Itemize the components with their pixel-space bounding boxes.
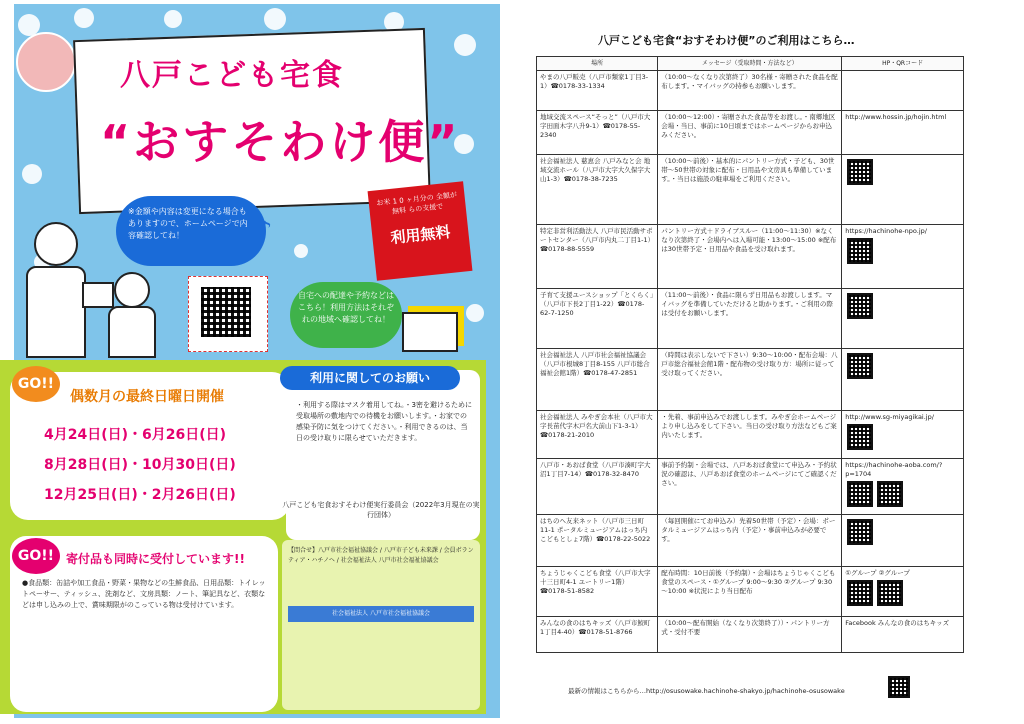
- qr-code-icon: [847, 293, 873, 319]
- hp-cell-text: http://www.sg-miyagikai.jp/: [845, 413, 934, 421]
- hp-cell-text: http://www.hossin.jp/hojin.html: [845, 113, 947, 121]
- place-cell: [537, 111, 658, 155]
- place-cell-text: 社会福祉法人 八戸市社会福祉協議会（八戸市根城8丁目8-155 八戸市総合福祉会館1階）☎0178-47-2851: [540, 351, 650, 377]
- message-cell: [658, 567, 842, 617]
- place-cell: [537, 411, 658, 459]
- table-row: [537, 411, 964, 459]
- child-figure-head: [114, 272, 150, 308]
- location-table: [536, 56, 964, 653]
- polka-dot: [22, 164, 42, 184]
- hp-cell-text: https://hachinohe-aoba.com/?p=1704: [845, 461, 943, 478]
- place-cell-text: 社会福祉法人 みやぎ会本社（八戸市大字長苗代字木戸名大前山下1-3-1）☎0178-21-2010: [540, 413, 653, 439]
- hp-cell-text: Facebook みんなの食のはちキッズ: [845, 619, 950, 627]
- date-line: 4月24日(日)・6月26日(日): [44, 427, 227, 443]
- column-header: 場所: [537, 57, 658, 71]
- flyer-qr-frame: [188, 276, 268, 352]
- message-cell-text: （時間は表示しないで下さい）9:30～10:00・配布会場：八戸市総合福祉会館1階・配布物の受け取り方：場所に従って受け取ってください。: [661, 351, 838, 377]
- message-cell-text: （毎回開催にてお申込み）先着50世帯（予定）・会場：ポータルミュージアムはっち内（予定）・事前申込みが必要です。: [661, 517, 836, 543]
- hp-cell: [842, 71, 964, 111]
- table-row: [537, 567, 964, 617]
- polka-dot: [466, 304, 484, 322]
- hp-cell: [842, 111, 964, 155]
- place-cell-text: はちのへ友来ネット（八戸市三日町11-1 ポータルミュージアムはっち内 こどもとしょ7階）☎0178-22-5022: [540, 517, 651, 543]
- message-cell: [658, 411, 842, 459]
- polka-dot: [454, 34, 476, 56]
- place-cell-text: 社会福祉法人 慈恵会 八戸みなと会 地域交流ホール（八戸市大字大久保字大山1-3）☎0178-38-7235: [540, 157, 651, 183]
- contact-block: [282, 540, 480, 710]
- table-row: [537, 155, 964, 225]
- message-cell: [658, 225, 842, 289]
- table-row: [537, 617, 964, 653]
- place-cell: [537, 71, 658, 111]
- document-footer: 最新の情報はこちらから…http://osusowake.hachinohe-shakyo.jp/hachinohe-osusowake: [568, 687, 845, 695]
- polka-dot: [264, 8, 286, 30]
- table-row: [537, 459, 964, 515]
- hp-cell-text: https://hachinohe-npo.jp/: [845, 227, 927, 235]
- message-cell: [658, 111, 842, 155]
- place-cell-text: ちょうじゃくこども食堂（八戸市大字十三日町4-1 ユートリー1階）☎0178-51-8582: [540, 569, 651, 595]
- place-cell-text: 八戸市・あおば食堂（八戸市湊町字大沼1丁目7-14）☎0178-32-8470: [540, 461, 651, 478]
- column-header: HP・QRコード: [842, 57, 964, 71]
- message-cell-text: パントリー方式＋ドライブスルー（11:00～11:30）※なくなり次第終了・会場内へは入場可能・13:00～15:00 ※配布は30世帯予定・日用品や食品を受け取れます。: [661, 227, 837, 253]
- polka-dot: [294, 244, 308, 258]
- title-line-1: 八戸こども宅食: [120, 58, 344, 93]
- message-cell: [658, 71, 842, 111]
- request-body: ・利用する際はマスク着用してね。・3密を避けるために受取場所の敷地内での待機をお願いします。・お家での感染予防に気をつけてください。・利用できるのは、当日の受け取りに限らせていただきます。: [296, 401, 472, 442]
- qr-code-icon: [847, 424, 873, 450]
- hp-cell: [842, 289, 964, 349]
- message-cell-text: （10:00～なくなり次第終了）30名様・寄贈された食品を配布します。・マイバッグの持参もお願いします。: [661, 73, 838, 90]
- hp-cell: [842, 349, 964, 411]
- hp-cell: [842, 567, 964, 617]
- place-cell-text: 子育て支援ユースショップ「とくらく」（八戸市下長2丁目1-22）☎0178-62-7-1250: [540, 291, 654, 317]
- org-line: 八戸こども宅食おすそわけ便実行委員会（2022年3月現在の実行団体）: [282, 501, 480, 519]
- hp-cell: [842, 225, 964, 289]
- child-figure-body: [108, 306, 156, 358]
- gift-box: [82, 282, 114, 308]
- polka-dot: [74, 8, 94, 28]
- go-badge: GO!!: [12, 538, 60, 574]
- place-cell-text: みんなの食のはちキッズ（八戸市鮫町1丁目4-40）☎0178-51-8766: [540, 619, 651, 636]
- table-header-row: [537, 57, 964, 71]
- hp-cell: [842, 155, 964, 225]
- message-cell-text: （10:00～12:00）・寄贈された食品等をお渡し。・南郷地区会場・当日、事前に10日頃まではホームページからお申込みください。: [661, 113, 836, 139]
- message-cell: [658, 617, 842, 653]
- hp-cell: [842, 617, 964, 653]
- qr-code-icon: [847, 159, 873, 185]
- table-row: [537, 225, 964, 289]
- table-row: [537, 349, 964, 411]
- place-cell: [537, 459, 658, 515]
- contact-footer: 社会福祉法人 八戸市社会福祉協議会: [288, 606, 474, 622]
- qr-code-icon: [877, 580, 903, 606]
- place-cell: [537, 349, 658, 411]
- place-cell-text: 特定非営利活動法人 八戸市民活動サポートセンター（八戸市内丸二丁目1-1）☎0178-88-5559: [540, 227, 655, 253]
- request-heading: 利用に関してのお願い: [280, 366, 460, 390]
- message-cell-text: （11:00～前後）・食品に限らず日用品もお渡しします。マイバッグを準備していただけると助かります。・ご利用の際は受付をお願いします。: [661, 291, 833, 317]
- place-cell: [537, 515, 658, 567]
- message-cell-text: 配布時間：10日前後（予約制）・会場はちょうじゃくこども食堂のスペース・①グループ 9:00～9:30 ②グループ 9:30～10:00 ※状況により当日配布: [661, 569, 836, 595]
- message-cell-text: ・先着、事前申込みでお渡しします。みやぎ会ホームページより申し込みをして下さい。当日の受け取り方法などもご案内いたします。: [661, 413, 837, 439]
- place-cell: [537, 567, 658, 617]
- place-cell-text: 地域交流スペース“そっと”（八戸市大字田面木字八升9-1）☎0178-55-2340: [540, 113, 651, 139]
- message-cell-text: 事前予約制・会場では、八戸あおば食堂にて申込み・予約状況の確認は、八戸あおば食堂のホームページにてご確認ください。: [661, 461, 837, 487]
- adult-figure-head: [34, 222, 78, 266]
- adult-figure-body: [26, 266, 86, 358]
- message-cell: [658, 155, 842, 225]
- free-tag: [368, 181, 473, 281]
- music-note-icon: ♪: [258, 218, 273, 243]
- title-line-2: “おすそわけ便”: [100, 115, 461, 169]
- hp-cell: [842, 411, 964, 459]
- polka-dot: [164, 10, 182, 28]
- donation-body: ●食品類：缶詰や加工食品・野菜・果物などの生鮮食品、日用品類：トイレットペーサー、ティッシュ、洗剤など、文房具類：ノート、筆記具など、衣類などは申し込みの上で、賞味期限がのこっている物は受付けています。: [22, 579, 266, 609]
- message-cell-text: （10:00～配布開始（なくなり次第終了））・パントリー方式・受付不要: [661, 619, 830, 636]
- table-row: [537, 289, 964, 349]
- qr-code-icon: [847, 519, 873, 545]
- message-cell-text: （10:00～前後）・基本的にパントリー方式・子ども、30世帯～50世帯の対象に配布・日用品や文房具も準備しています。・当日は施設の駐車場をご利用ください。: [661, 157, 835, 183]
- qr-code-icon: [847, 481, 873, 507]
- place-cell: [537, 617, 658, 653]
- place-cell: [537, 289, 658, 349]
- hp-cell-text: ①グループ ②グループ: [845, 569, 910, 577]
- qr-code-icon: [847, 580, 873, 606]
- note-bubble: ※金額や内容は変更になる場合もありますので、ホームページで内容確認してね！: [116, 196, 266, 266]
- table-row: [537, 111, 964, 155]
- column-header: メッセージ（受取時間・方法など）: [658, 57, 842, 71]
- document-title: 八戸こども宅食“おすそわけ便”のご利用はこちら…: [598, 34, 855, 47]
- schedule-heading: 偶数月の最終日曜日開催: [70, 389, 224, 405]
- qr-code-icon: [847, 238, 873, 264]
- logo-seal: [16, 32, 76, 92]
- message-cell: [658, 289, 842, 349]
- qr-code-icon: [201, 287, 251, 337]
- date-line: 8月28日(日)・10月30日(日): [44, 457, 236, 473]
- message-cell: [658, 349, 842, 411]
- qr-code-icon: [877, 481, 903, 507]
- hp-cell: [842, 515, 964, 567]
- qr-code-icon: [888, 676, 910, 698]
- place-cell: [537, 155, 658, 225]
- hp-cell: [842, 459, 964, 515]
- message-cell: [658, 515, 842, 567]
- table-row: [537, 515, 964, 567]
- place-cell-text: やまの八戸販売（八戸市類家1丁目3-1）☎0178-33-1334: [540, 73, 649, 90]
- donation-title: 寄付品も同時に受付しています!!: [66, 552, 245, 566]
- free-tag-label: 利用無料: [389, 222, 452, 248]
- table-row: [537, 71, 964, 111]
- date-line: 12月25日(日)・2月26日(日): [44, 487, 236, 503]
- free-tag-note: お米 1 0 ヶ月分の 全額が 無料 らの支援で: [376, 190, 458, 216]
- delivery-bubble: 自宅への配達や予約などはこちら！利用方法はそれぞれの地域へ確認してね！: [290, 282, 402, 348]
- message-cell: [658, 459, 842, 515]
- go-badge: GO!!: [12, 366, 60, 402]
- place-cell: [537, 225, 658, 289]
- qr-code-icon: [847, 353, 873, 379]
- bread-mascot: [402, 312, 458, 352]
- contact-text: 【問合せ】八戸市社会福祉協議会 / 八戸市子ども未来課 / 会員ボランティア・ハチノヘ / 社会福祉法人 八戸市社会福祉協議会: [288, 547, 474, 564]
